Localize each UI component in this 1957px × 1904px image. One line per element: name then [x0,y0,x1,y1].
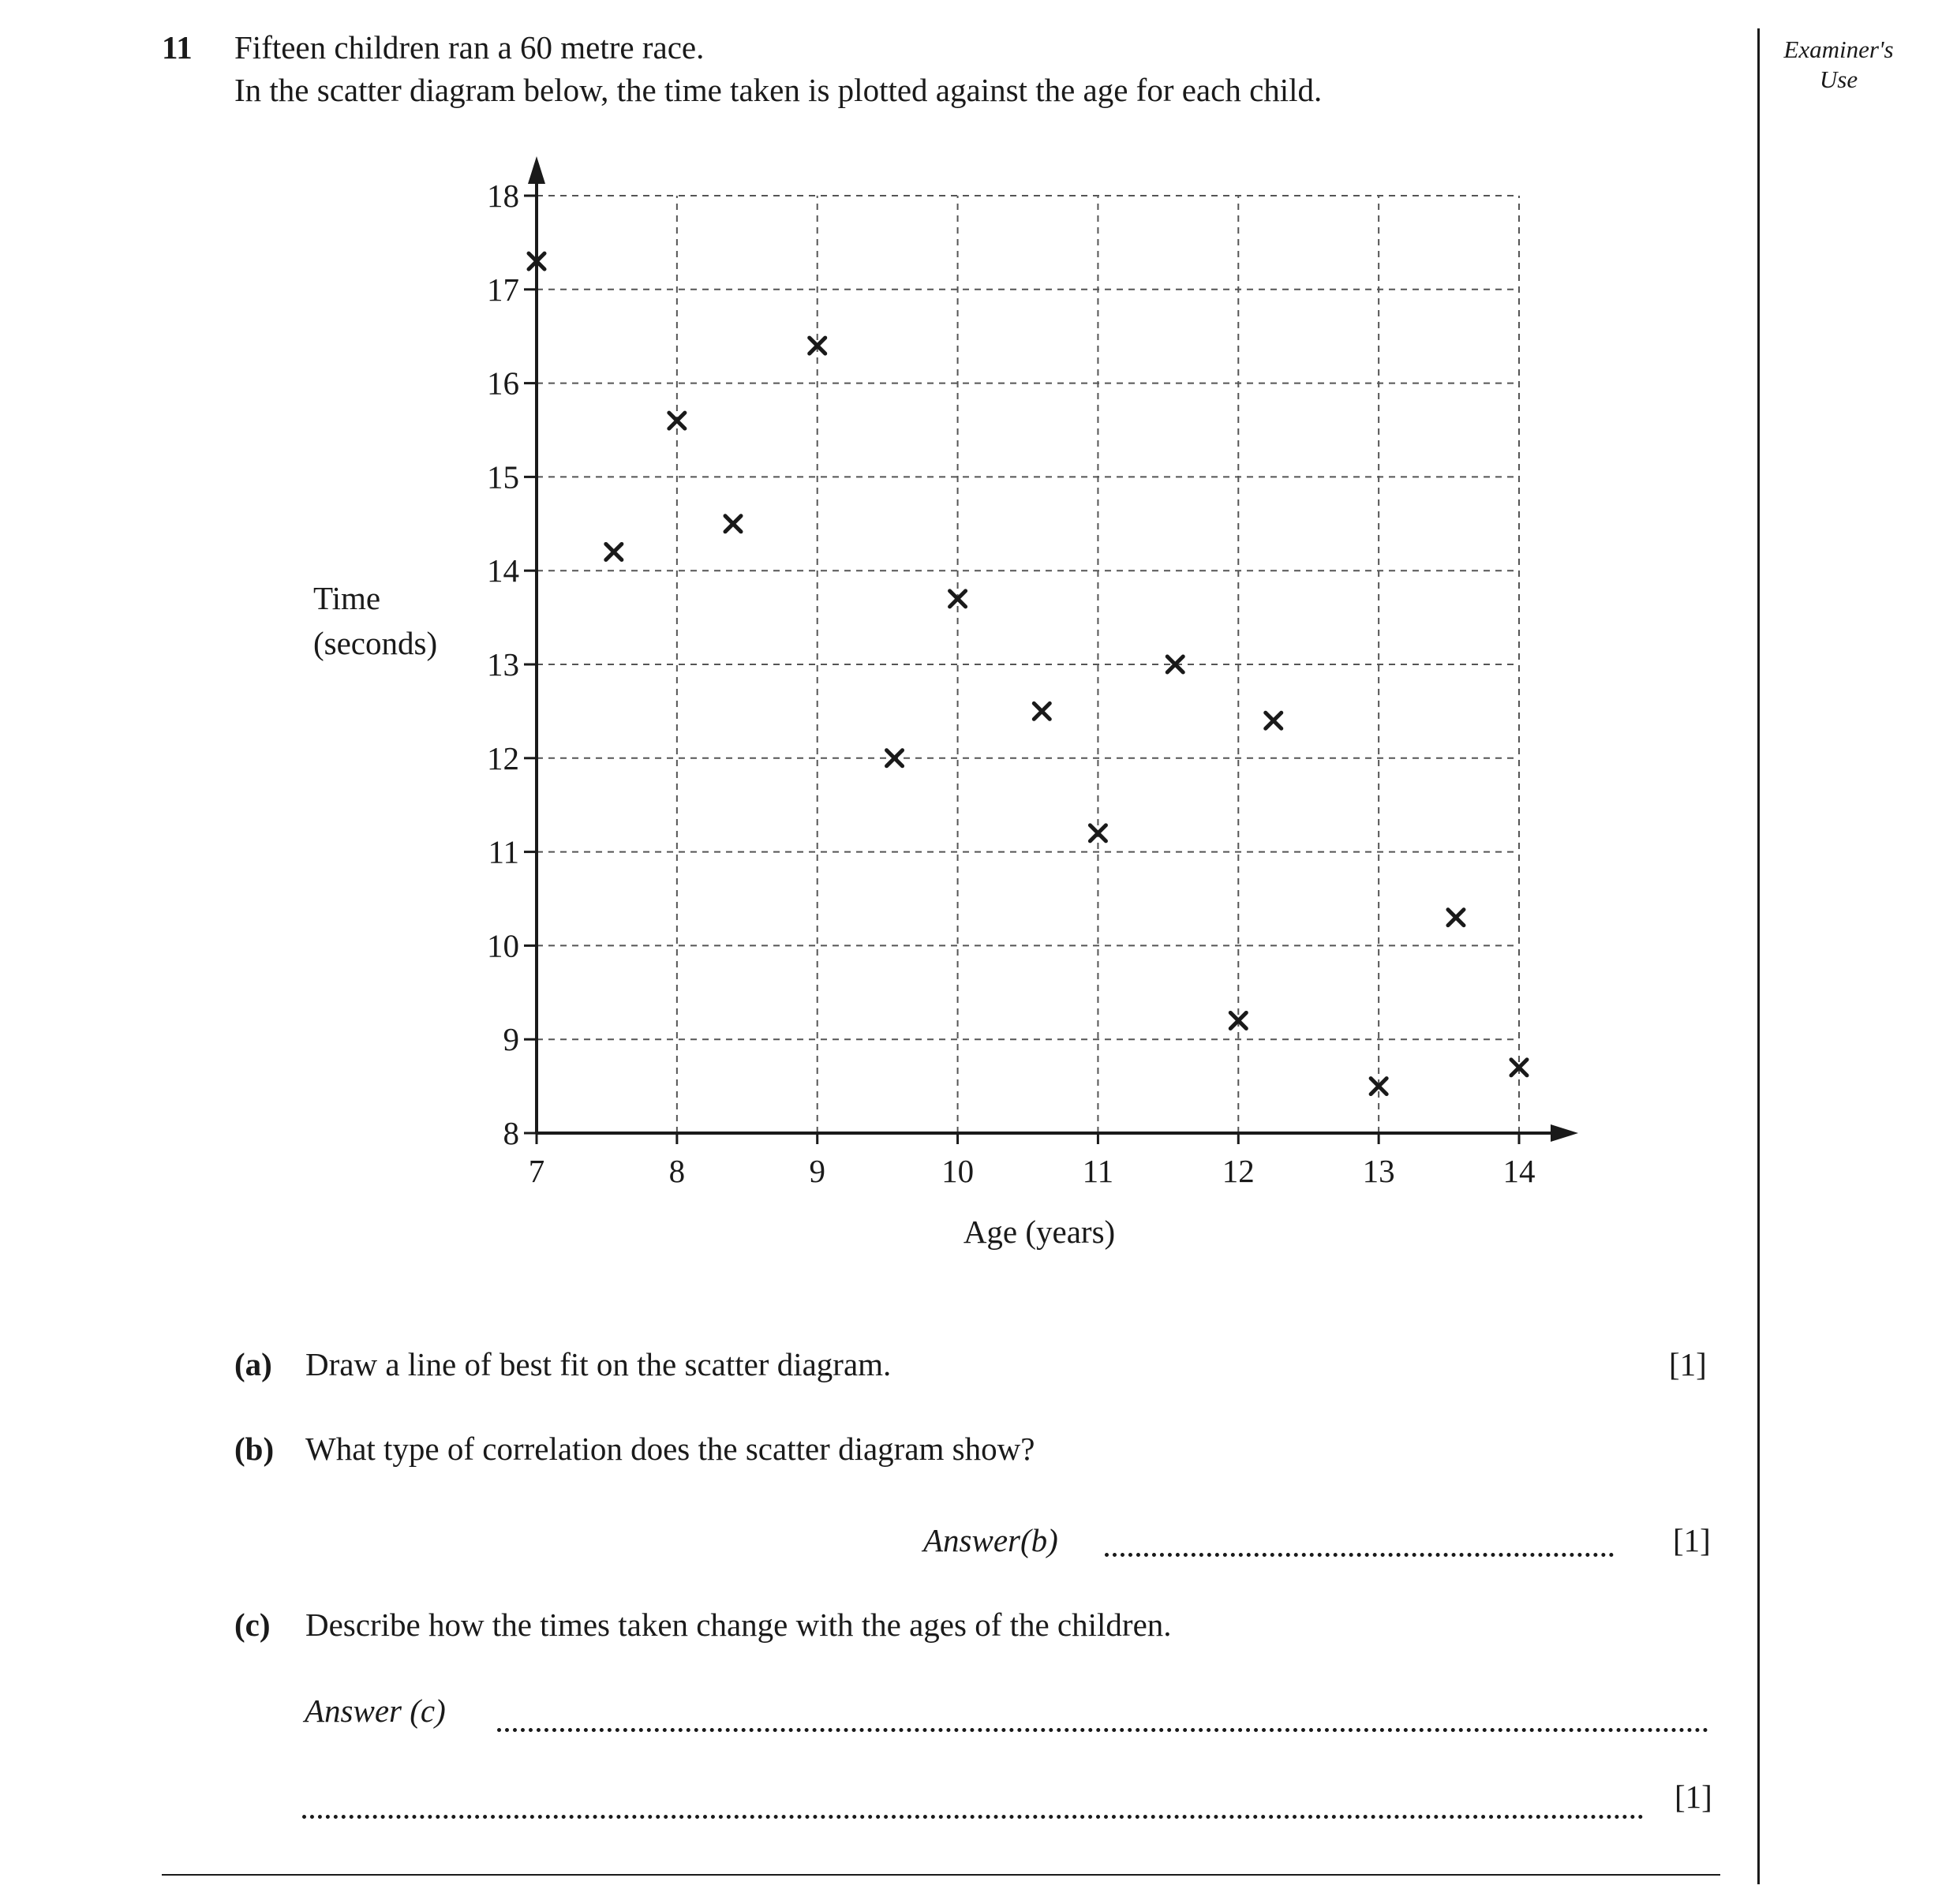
data-point-cross [1034,703,1050,719]
part-b-marks: [1] [1673,1522,1711,1558]
x-tick-label: 9 [809,1153,825,1189]
examiner-use-label-line-2: Use [1819,65,1858,93]
data-point-cross [1266,713,1282,728]
x-tick-label: 14 [1502,1153,1536,1189]
part-c-marks: [1] [1674,1779,1712,1815]
chart-grid [537,196,1519,1133]
part-c [234,1606,1172,1644]
y-tick-label: 8 [503,1115,519,1151]
answer-b-label: Answer(b) [923,1522,1058,1558]
x-tick-label: 11 [1082,1153,1114,1189]
y-tick-label: 15 [487,458,519,496]
part-a-label: (a) [234,1346,272,1382]
answer-b-field[interactable] [1105,1553,1614,1557]
x-tick-label: 10 [941,1153,975,1189]
data-point-cross [725,516,741,532]
part-b [234,1430,1035,1468]
y-tick-label: 12 [487,739,519,776]
part-c-text: Describe how the times taken change with the ages of the children. [305,1607,1172,1643]
y-tick-label: 14 [487,552,519,589]
part-b-label: (b) [234,1431,275,1467]
question-end-rule [162,1874,1720,1876]
data-point-cross [606,544,622,559]
data-point-cross [669,413,685,428]
data-point-cross [950,591,966,607]
x-axis-label: Age (years) [963,1214,1116,1250]
chart-points [529,253,1527,1094]
answer-c-field-line-2[interactable] [302,1815,1644,1819]
data-point-cross [1090,825,1106,841]
y-tick-label: 9 [503,1021,519,1058]
question-number: 11 [162,29,193,65]
x-tick-label: 7 [528,1153,545,1189]
y-axis-label-line-1: Time [313,580,381,616]
data-point-cross [1448,910,1464,926]
answer-c-label: Answer (c) [305,1693,446,1729]
part-a-marks: [1] [1669,1346,1707,1382]
y-tick-label: 11 [488,833,519,870]
part-a [234,1345,892,1383]
part-c-label: (c) [234,1607,271,1643]
y-tick-label: 18 [487,178,519,214]
question-intro-line-2: In the scatter diagram below, the time taken is plotted against the age for each child. [234,72,1323,108]
part-b-text: What type of correlation does the scatter diagram show? [305,1431,1035,1467]
chart-axes [528,156,1578,1142]
data-point-cross [887,750,903,766]
x-tick-label: 12 [1222,1153,1255,1189]
y-tick-label: 10 [487,927,519,964]
y-axis-label-line-2: (seconds) [313,625,438,661]
y-tick-label: 16 [487,365,519,402]
question-intro-line-1: Fifteen children ran a 60 metre race. [234,29,705,65]
answer-c-field-line-1[interactable] [497,1728,1708,1732]
x-tick-label: 13 [1362,1153,1395,1189]
x-tick-label: 8 [668,1153,686,1189]
y-axis-arrowhead [528,156,545,184]
examiner-use-label-line-1: Examiner's [1783,36,1894,63]
part-a-text: Draw a line of best fit on the scatter diagram. [305,1346,892,1382]
x-axis-arrowhead [1551,1124,1578,1142]
y-tick-label: 17 [487,271,519,308]
y-tick-label: 13 [487,646,519,683]
